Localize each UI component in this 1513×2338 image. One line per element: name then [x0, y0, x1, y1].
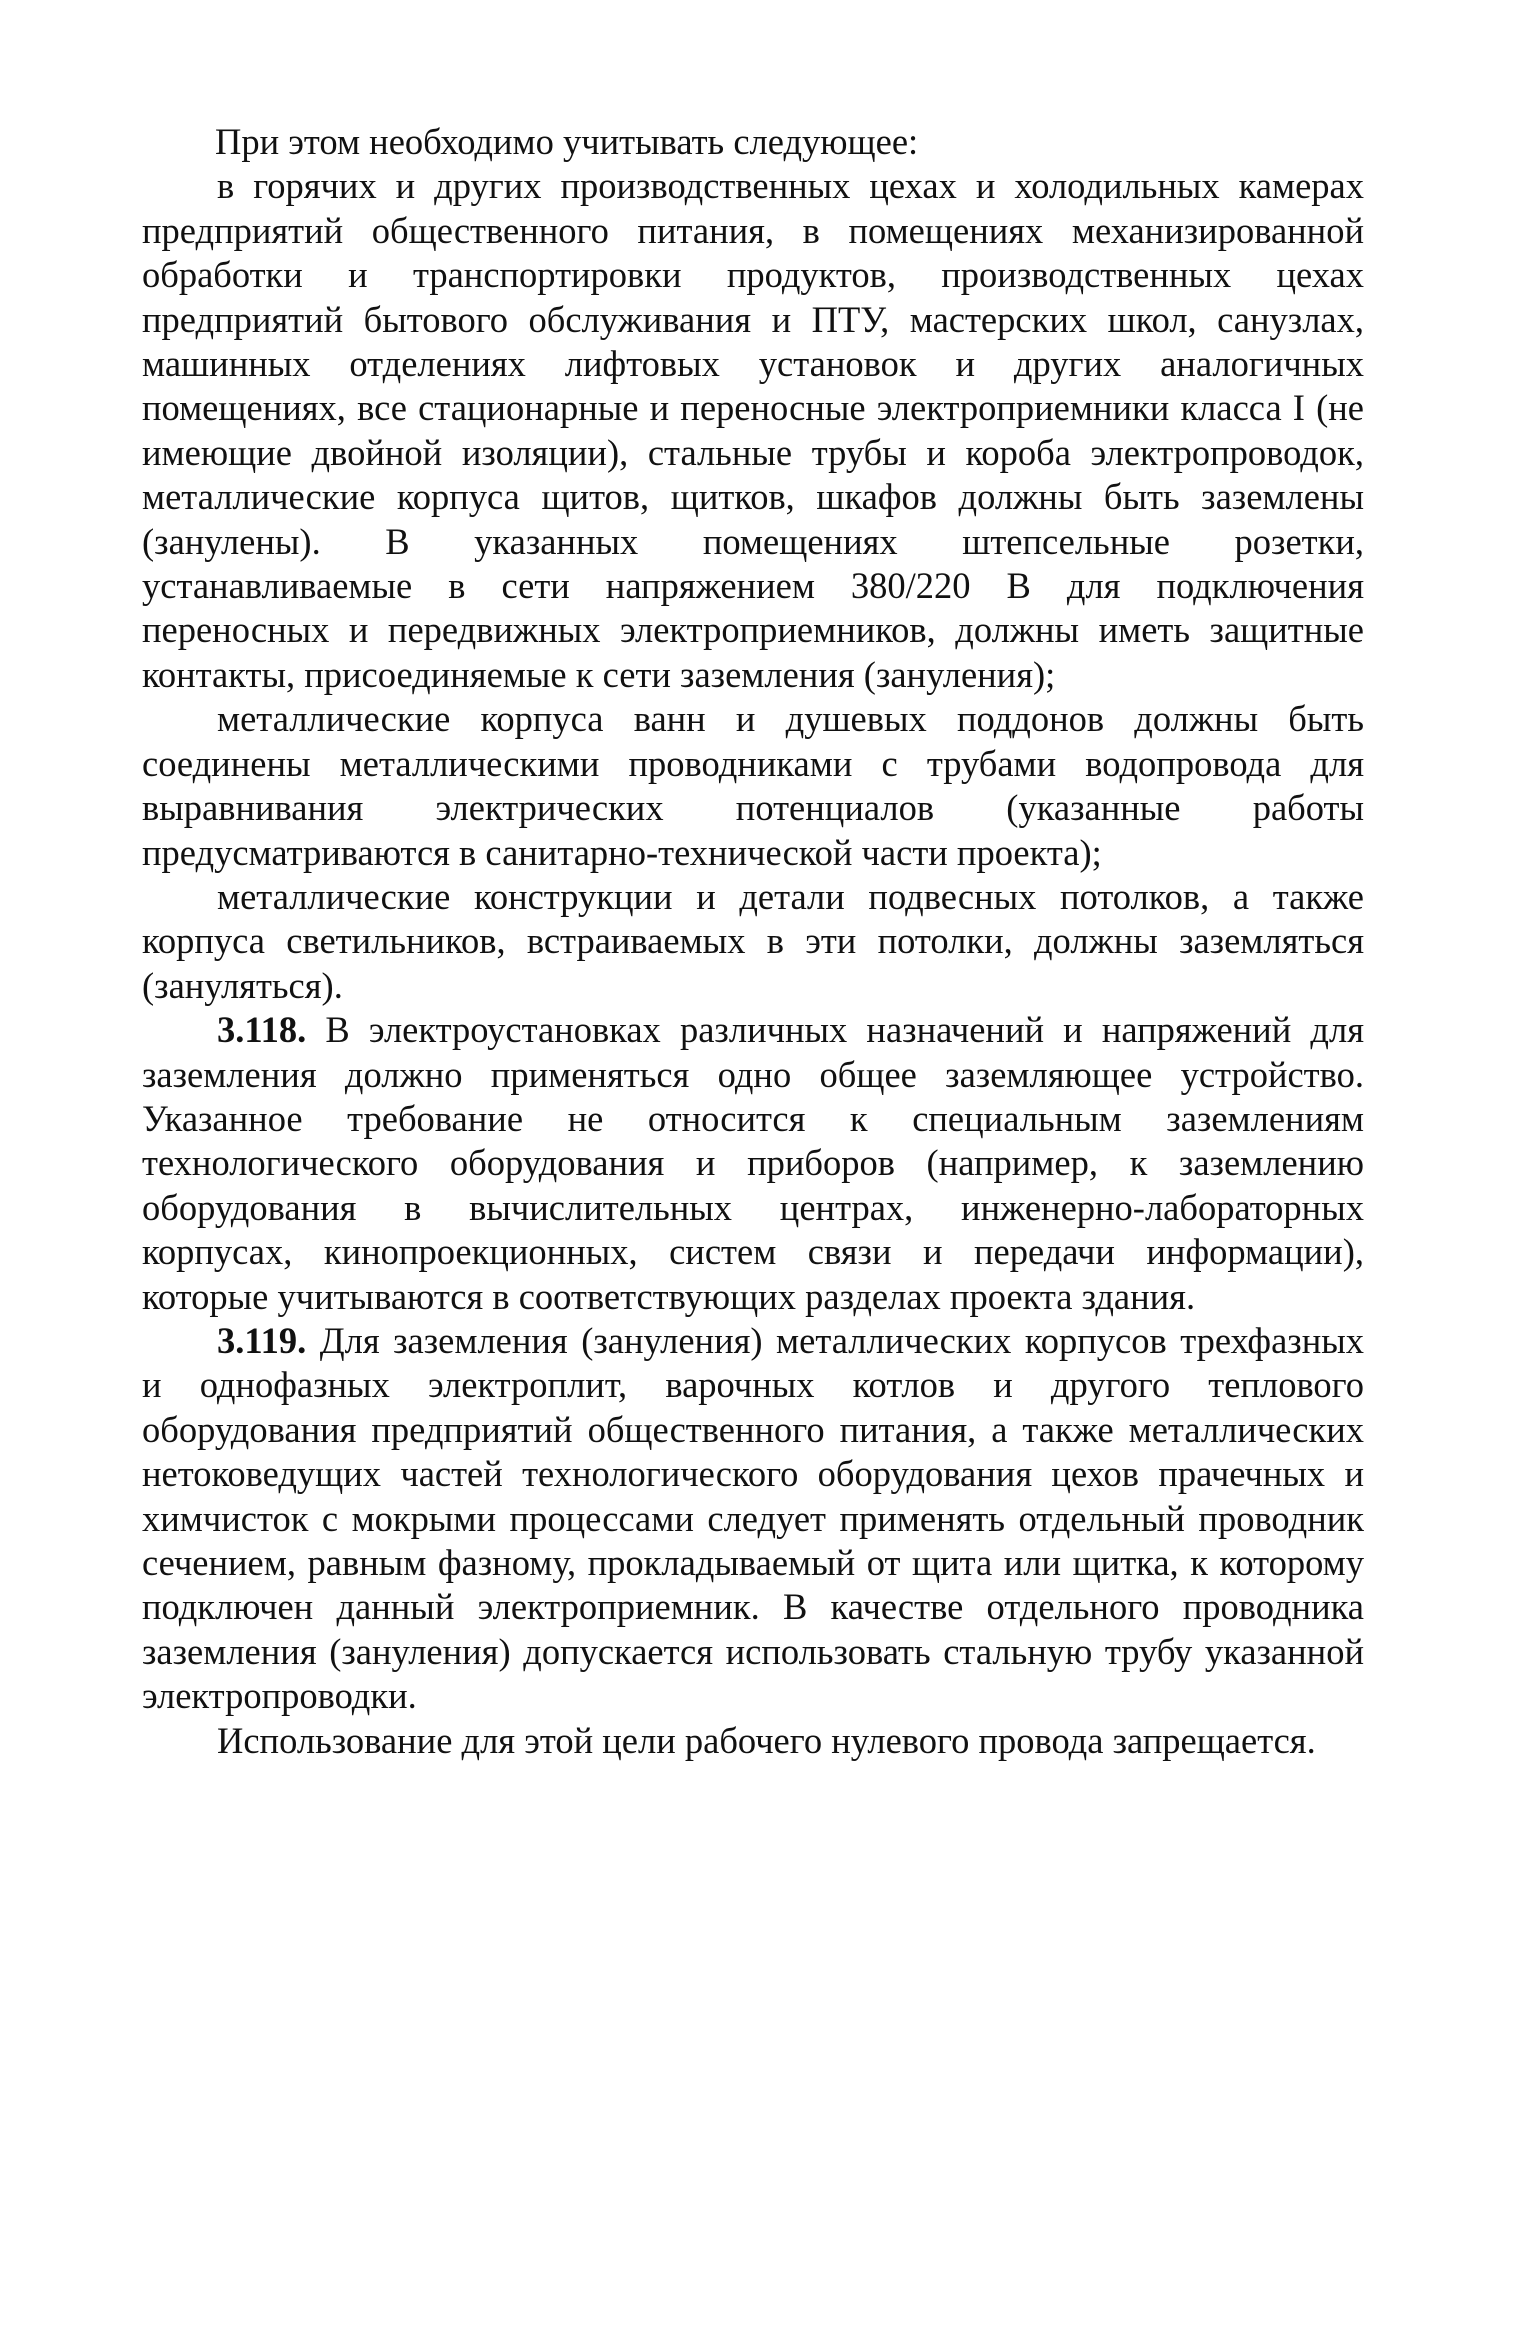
section-number: 3.119. — [217, 1319, 307, 1361]
section-number: 3.118. — [217, 1009, 307, 1051]
paragraph-text: металлические конструкции и детали подвесных потолков, а также корпуса светильников, встраиваемых в эти потолки, должны заземляться (зануляться). — [142, 875, 1364, 1006]
paragraph-neutral-wire — [142, 1719, 1364, 1763]
paragraph-text: Использование для этой цели рабочего нулевого провода запрещается. — [217, 1719, 1316, 1761]
paragraph-text: В электроустановках различных назначений и напряжений для заземления должно применяться одно общее заземляющее устройство. Указанное требование не относится к специальным заземлениям технологического оборудования и приборов (например, к заземлению оборудования в вычислительных центрах, инженерно-лабораторных корпусах, кинопроекционных, систем связи и передачи информации), которые учитываются в соответствующих разделах проекта здания. — [142, 1009, 1364, 1317]
paragraph-bath-trays — [142, 697, 1364, 875]
paragraph-hot-shops — [142, 164, 1364, 697]
paragraph-intro — [142, 120, 1364, 164]
paragraph-3-119 — [142, 1319, 1364, 1719]
paragraph-text: Для заземления (зануления) металлических корпусов трехфазных и однофазных электроплит, варочных котлов и другого теплового оборудования предприятий общественного питания, а также металлических нетоковедущих частей технологического оборудования цехов прачечных и химчисток с мокрыми процессами следует применять отдельный проводник сечением, равным фазному, прокладываемый от щита или щитка, к которому подключен данный электроприемник. В качестве отдельного проводника заземления (зануления) допускается использовать стальную трубу указанной электропроводки. — [142, 1319, 1364, 1717]
paragraph-3-118 — [142, 1008, 1364, 1319]
paragraph-text: При этом необходимо учитывать следующее: — [215, 121, 919, 162]
paragraph-text: металлические корпуса ванн и душевых поддонов должны быть соединены металлическими проводниками с трубами водопровода для выравнивания электрических потенциалов (указанные работы предусматриваются в санитарно-технической части проекта); — [142, 698, 1364, 873]
document-page — [142, 120, 1364, 1763]
paragraph-ceilings — [142, 875, 1364, 1008]
paragraph-text: в горячих и других производственных цехах и холодильных камерах предприятий общественного питания, в помещениях механизированной обработки и транспортировки продуктов, производственных цехах предприятий бытового обслуживания и ПТУ, мастерских школ, санузлах, машинных отделениях лифтовых установок и других аналогичных помещениях, все стационарные и переносные электроприемники класса I (не имеющие двойной изоляции), стальные трубы и короба электропроводок, металлические корпуса щитов, щитков, шкафов должны быть заземлены (занулены). В указанных помещениях штепсельные розетки, устанавливаемые в сети напряжением 380/220 В для подключения переносных и передвижных электроприемников, должны иметь защитные контакты, присоединяемые к сети заземления (зануления); — [142, 165, 1364, 695]
